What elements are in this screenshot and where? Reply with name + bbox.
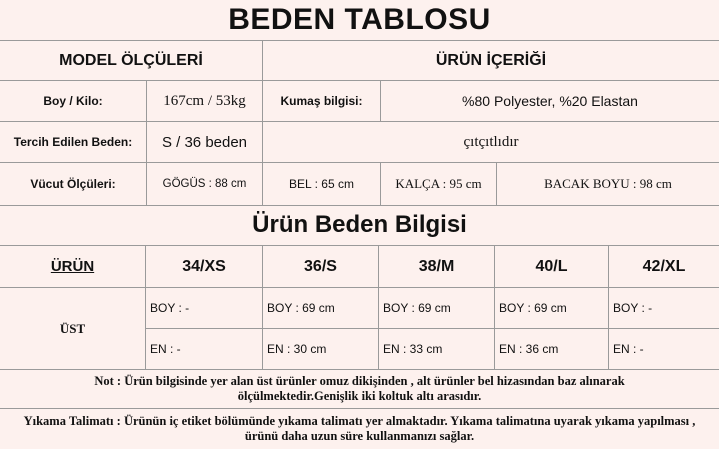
divider (0, 408, 719, 409)
en-xl: EN : - (613, 342, 644, 356)
size-header-m: 38/M (418, 257, 455, 275)
preferred-size-label: Tercih Edilen Beden: (13, 135, 133, 149)
fabric-label: Kumaş bilgisi: (280, 94, 363, 108)
boy-m: BOY : 69 cm (383, 301, 451, 315)
hip-measurement: KALÇA : 95 cm (395, 176, 482, 191)
size-section-title: Ürün Beden Bilgisi (252, 211, 467, 238)
boy-l: BOY : 69 cm (499, 301, 567, 315)
page-title: BEDEN TABLOSU (228, 3, 491, 36)
body-measurements-label: Vücut Ölçüleri: (30, 177, 116, 191)
size-header-s: 36/S (304, 257, 337, 275)
boy-xl: BOY : - (613, 301, 653, 315)
size-header-l: 40/L (535, 257, 568, 275)
size-header-xl: 42/XL (642, 257, 686, 275)
en-m: EN : 33 cm (383, 342, 443, 356)
boy-s: BOY : 69 cm (267, 301, 335, 315)
leg-length-measurement: BACAK BOYU : 98 cm (544, 176, 672, 191)
snap-button-note: çıtçıtlıdır (463, 133, 519, 150)
divider (0, 369, 719, 370)
chest-measurement: GÖGÜS : 88 cm (162, 178, 247, 190)
waist-measurement: BEL : 65 cm (289, 177, 354, 191)
boy-xs: BOY : - (150, 301, 190, 315)
top-garment-label: ÜST (59, 320, 86, 336)
size-header-xs: 34/XS (182, 257, 226, 275)
measurement-note: Not : Ürün bilgisinde yer alan üst ürünler omuz dikişinden , alt ürünler bel hizasından baz alınarak ölçülmektedir.Genişlik iki koltuk altı arasıdır. (94, 374, 625, 403)
product-column-header: ÜRÜN (50, 258, 95, 275)
en-s: EN : 30 cm (267, 342, 327, 356)
washing-instructions: Yıkama Talimatı : Ürünün iç etiket bölümünde yıkama talimatı yer almaktadır. Yıkama talimatına uyarak yıkama yapılması , ürünü daha uzun süre kullanmanızı sağlar. (23, 414, 696, 443)
preferred-size-value: S / 36 beden (161, 133, 248, 151)
height-weight-label: Boy / Kilo: (43, 94, 103, 108)
model-measurements-header: MODEL ÖLÇÜLERİ (59, 51, 203, 69)
fabric-value: %80 Polyester, %20 Elastan (462, 93, 638, 109)
en-l: EN : 36 cm (499, 342, 559, 356)
height-weight-value: 167cm / 53kg (163, 92, 246, 109)
product-content-header: ÜRÜN İÇERİĞİ (435, 51, 547, 69)
en-xs: EN : - (150, 342, 181, 356)
